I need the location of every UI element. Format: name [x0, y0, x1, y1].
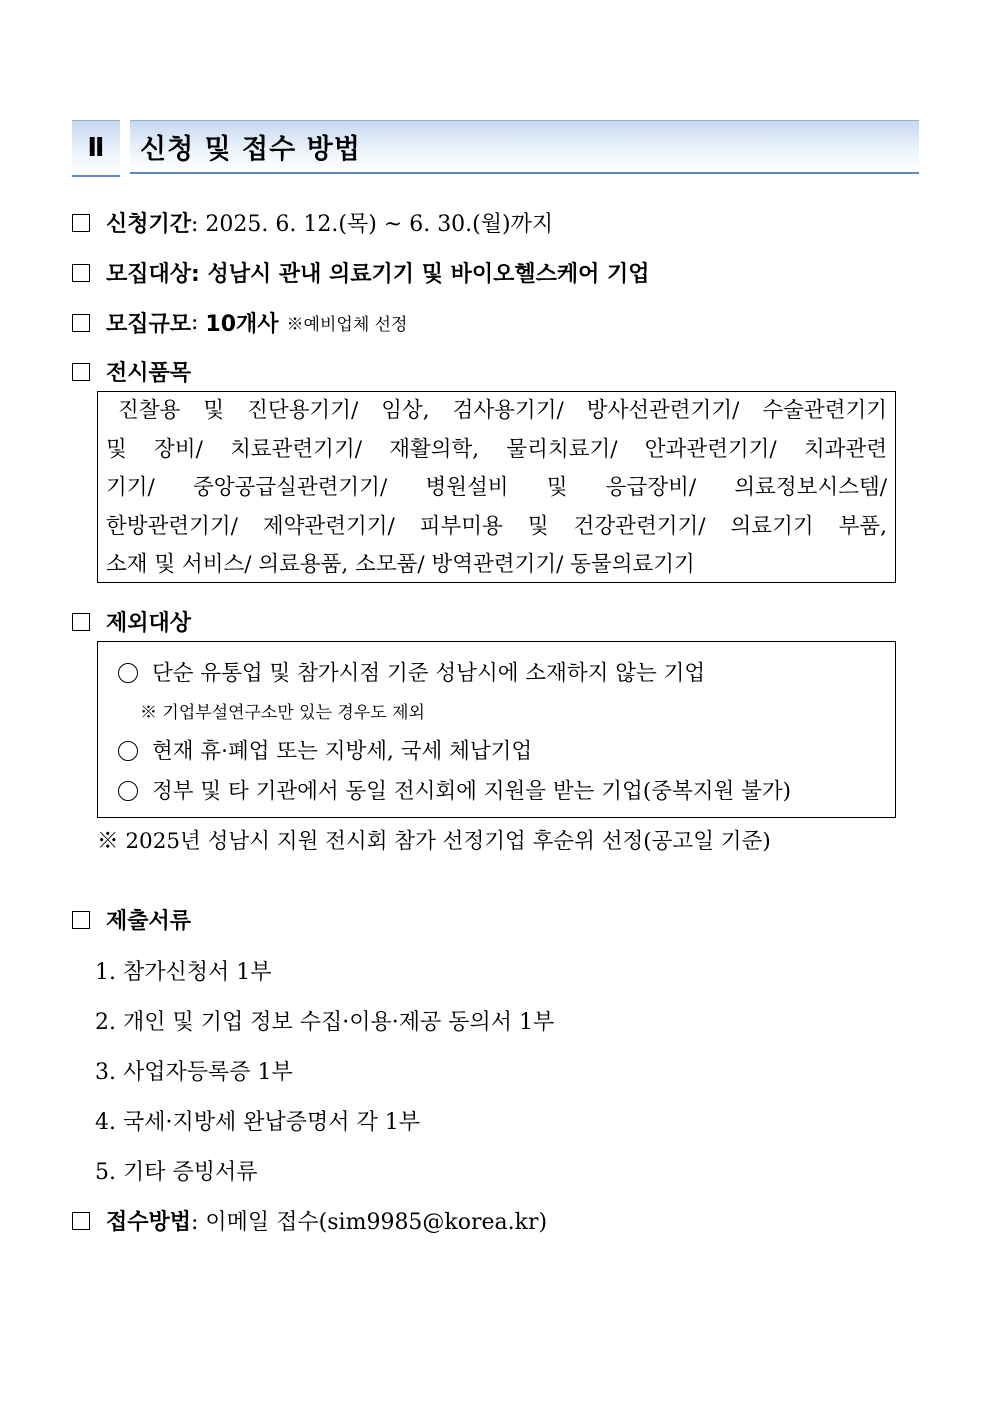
- checkbox-square-icon: [72, 1212, 90, 1230]
- scale-label: 모집규모: [106, 312, 192, 337]
- method-value: : 이메일 접수(sim9985@korea.kr): [191, 1210, 548, 1235]
- circle-bullet-icon: [118, 741, 138, 761]
- section-number: Ⅱ: [72, 120, 120, 177]
- circle-bullet-icon: [118, 781, 138, 801]
- target-row: [72, 257, 650, 288]
- circle-bullet-icon: [118, 663, 138, 683]
- checkbox-square-icon: [72, 314, 90, 332]
- exclusion-item-3: [118, 774, 791, 805]
- scale-value: 10개사: [205, 312, 279, 337]
- exclusion-item-2: [118, 734, 532, 765]
- scale-row: [72, 307, 407, 338]
- items-box: [97, 391, 896, 583]
- exclusion-item-3-text: 정부 및 타 기관에서 동일 전시회에 지원을 받는 기업(중복지원 불가): [152, 779, 792, 804]
- exclusion-row: [72, 606, 191, 637]
- scale-colon: :: [191, 310, 206, 335]
- period-row: [72, 207, 553, 238]
- document-item: 5. 기타 증빙서류: [95, 1160, 258, 1185]
- checkbox-square-icon: [72, 264, 90, 282]
- exclusion-label: 제외대상: [106, 611, 192, 636]
- document-item: 2. 개인 및 기업 정보 수집·이용·제공 동의서 1부: [95, 1010, 555, 1035]
- items-row: [72, 356, 191, 387]
- document-item: 3. 사업자등록증 1부: [95, 1060, 293, 1085]
- items-line: 소재 및 서비스/ 의료용품, 소모품/ 방역관련기기/ 동물의료기기: [106, 552, 695, 577]
- checkbox-square-icon: [72, 911, 90, 929]
- document-item: 1. 참가신청서 1부: [95, 960, 272, 985]
- items-line: 진찰용 및 진단용기기/ 임상, 검사용기기/ 방사선관련기기/ 수술관련기기: [118, 398, 887, 423]
- checkbox-square-icon: [72, 613, 90, 631]
- document-item: 4. 국세·지방세 완납증명서 각 1부: [95, 1110, 420, 1135]
- items-line: 기기/ 중앙공급실관련기기/ 병원설비 및 응급장비/ 의료정보시스템/: [106, 475, 887, 500]
- documents-row: [72, 904, 191, 935]
- method-label: 접수방법: [106, 1210, 192, 1235]
- items-line: 한방관련기기/ 제약관련기기/ 피부미용 및 건강관련기기/ 의료기기 부품,: [106, 513, 887, 539]
- exclusion-footnote: ※ 2025년 성남시 지원 전시회 참가 선정기업 후순위 선정(공고일 기준): [97, 829, 771, 854]
- target-label: 모집대상: [106, 262, 192, 287]
- exclusion-item-1-text: 단순 유통업 및 참가시점 기준 성남시에 소재하지 않는 기업: [152, 661, 706, 686]
- checkbox-square-icon: [72, 363, 90, 381]
- exclusion-item-2-text: 현재 휴·폐업 또는 지방세, 국세 체납기업: [152, 739, 533, 764]
- exclusion-box: [97, 641, 896, 818]
- checkbox-square-icon: [72, 214, 90, 232]
- target-value: : 성남시 관내 의료기기 및 바이오헬스케어 기업: [191, 262, 650, 287]
- scale-note: ※예비업체 선정: [286, 315, 408, 335]
- exclusion-item-1-note: ※ 기업부설연구소만 있는 경우도 제외: [140, 703, 425, 723]
- exclusion-item-1: [118, 656, 705, 687]
- items-label: 전시품목: [106, 361, 192, 386]
- period-label: 신청기간: [106, 212, 192, 237]
- method-row: [72, 1205, 547, 1236]
- documents-label: 제출서류: [106, 909, 192, 934]
- period-value: : 2025. 6. 12.(목) ~ 6. 30.(월)까지: [191, 212, 554, 237]
- section-title: 신청 및 접수 방법: [130, 120, 919, 174]
- items-line: 및 장비/ 치료관련기기/ 재활의학, 물리치료기/ 안과관련기기/ 치과관련: [106, 436, 887, 462]
